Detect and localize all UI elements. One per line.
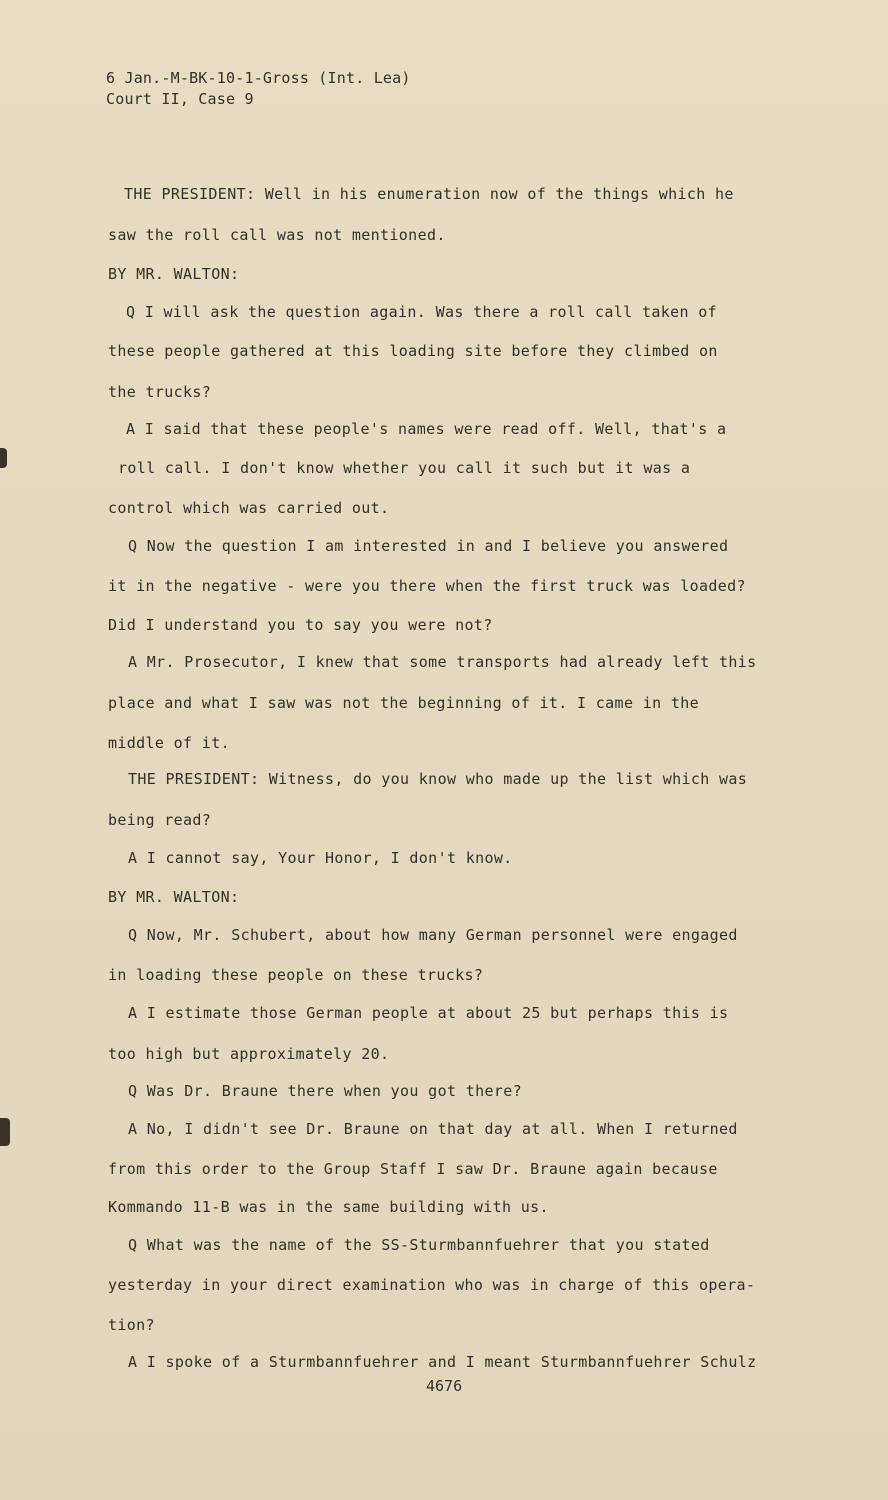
transcript-line: the trucks? — [108, 383, 212, 401]
transcript-line: place and what I saw was not the beginning of it. I came in the — [108, 694, 699, 712]
transcript-line: Q Now the question I am interested in and I believe you answered — [128, 537, 729, 555]
transcript-line: saw the roll call was not mentioned. — [108, 226, 446, 244]
transcript-line: A Mr. Prosecutor, I knew that some transports had already left this — [128, 653, 757, 671]
transcript-line: Q Was Dr. Braune there when you got there? — [128, 1082, 522, 1100]
transcript-line: from this order to the Group Staff I saw Dr. Braune again because — [108, 1160, 718, 1178]
page-number: 4676 — [426, 1377, 463, 1395]
transcript-line: being read? — [108, 811, 212, 829]
transcript-line: Kommando 11-B was in the same building with us. — [108, 1198, 549, 1216]
transcript-line: too high but approximately 20. — [108, 1045, 390, 1063]
transcript-line: middle of it. — [108, 734, 230, 752]
transcript-line: these people gathered at this loading site before they climbed on — [108, 342, 718, 360]
punch-hole-mark — [0, 1118, 10, 1146]
transcript-line: THE PRESIDENT: Well in his enumeration now of the things which he — [124, 185, 734, 203]
transcript-line: A I estimate those German people at about 25 but perhaps this is — [128, 1004, 729, 1022]
transcript-line: Q I will ask the question again. Was there a roll call taken of — [126, 303, 717, 321]
transcript-line: BY MR. WALTON: — [108, 888, 240, 906]
transcript-line: in loading these people on these trucks? — [108, 966, 484, 984]
transcript-line: BY MR. WALTON: — [108, 265, 240, 283]
transcript-line: Q What was the name of the SS-Sturmbannfuehrer that you stated — [128, 1236, 710, 1254]
transcript-line: THE PRESIDENT: Witness, do you know who made up the list which was — [128, 770, 748, 788]
transcript-line: tion? — [108, 1316, 155, 1334]
transcript-line: A I said that these people's names were read off. Well, that's a — [126, 420, 727, 438]
transcript-line: it in the negative - were you there when the first truck was loaded? — [108, 577, 746, 595]
transcript-line: Did I understand you to say you were not? — [108, 616, 493, 634]
transcript-line: A No, I didn't see Dr. Braune on that day at all. When I returned — [128, 1120, 738, 1138]
transcript-line: A I spoke of a Sturmbannfuehrer and I meant Sturmbannfuehrer Schulz — [128, 1353, 757, 1371]
transcript-line: A I cannot say, Your Honor, I don't know. — [128, 849, 513, 867]
transcript-line: yesterday in your direct examination who was in charge of this opera- — [108, 1276, 756, 1294]
transcript-line: roll call. I don't know whether you call it such but it was a — [118, 459, 691, 477]
header-line: 6 Jan.-M-BK-10-1-Gross (Int. Lea) — [106, 69, 411, 87]
transcript-line: Q Now, Mr. Schubert, about how many German personnel were engaged — [128, 926, 738, 944]
transcript-line: control which was carried out. — [108, 499, 390, 517]
header-line: Court II, Case 9 — [106, 90, 254, 108]
punch-hole-mark — [0, 448, 7, 468]
